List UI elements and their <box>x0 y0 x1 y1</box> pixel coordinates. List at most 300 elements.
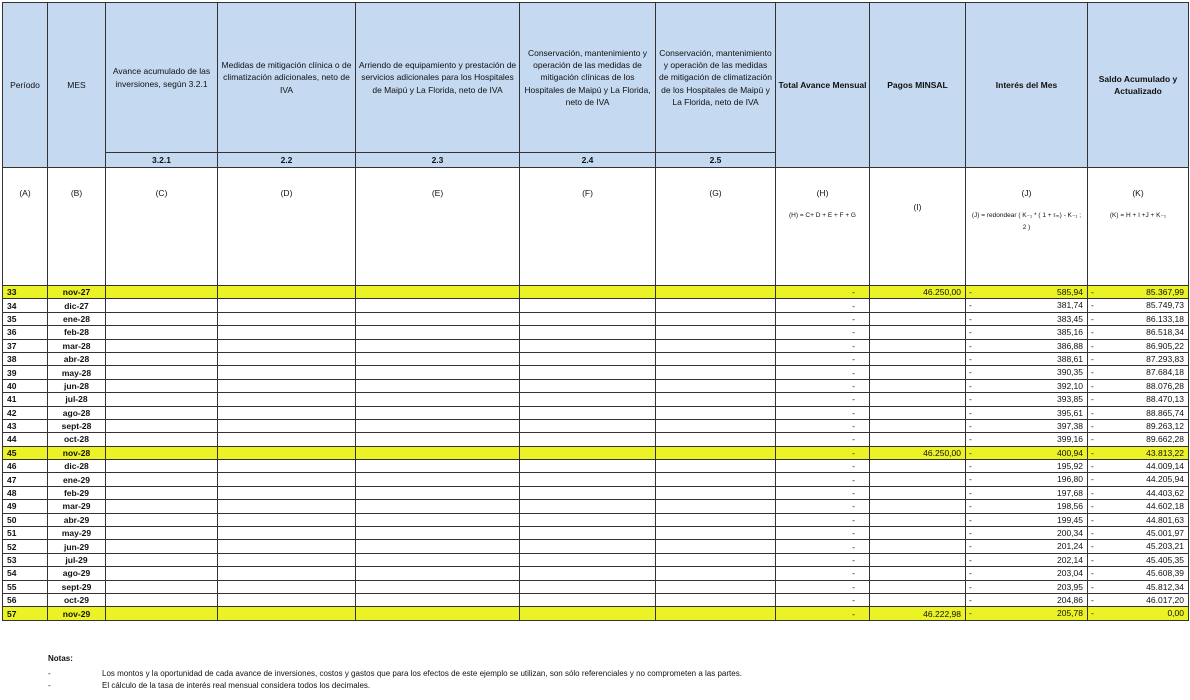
cell-f <box>520 540 656 553</box>
cell-mes: may-29 <box>48 527 106 540</box>
cell-value: 199,45 <box>1057 514 1083 525</box>
cell-d <box>218 593 356 606</box>
dash-marker: - <box>969 487 972 498</box>
cell-c <box>106 393 218 406</box>
cell-pagos-minsal <box>870 567 966 580</box>
cell-value: 203,95 <box>1057 581 1083 592</box>
letter-h: (H) <box>816 188 829 198</box>
cell-c <box>106 473 218 486</box>
cell-e <box>356 567 520 580</box>
cell-saldo <box>1088 446 1189 459</box>
table-row <box>3 553 1189 566</box>
cell-value: 385,16 <box>1057 327 1083 338</box>
table-row <box>3 580 1189 593</box>
cell-pagos-minsal <box>870 527 966 540</box>
cell-d <box>218 486 356 499</box>
cell-value: 585,94 <box>1057 287 1083 297</box>
cell-mes: oct-28 <box>48 433 106 446</box>
dash-marker: - <box>969 313 972 324</box>
dash-marker: - <box>1091 447 1094 458</box>
dash-marker: - <box>1091 434 1094 445</box>
cell-mes: abr-29 <box>48 513 106 526</box>
cell-g <box>656 446 776 459</box>
cell-saldo <box>1088 567 1189 580</box>
cell-periodo: 55 <box>3 580 48 593</box>
cell-g <box>656 527 776 540</box>
cell-interes <box>966 527 1088 540</box>
cell-pagos-minsal <box>870 593 966 606</box>
table-row <box>3 406 1189 419</box>
cell-total-avance: - <box>776 486 870 499</box>
cell-total-avance: - <box>776 299 870 312</box>
cell-pagos-minsal <box>870 580 966 593</box>
cell-e <box>356 540 520 553</box>
cell-pagos-minsal <box>870 540 966 553</box>
cell-pagos-minsal <box>870 299 966 312</box>
cell-d <box>218 379 356 392</box>
cell-pagos-minsal <box>870 406 966 419</box>
dash-marker: - <box>1091 394 1094 405</box>
cell-mes: nov-28 <box>48 446 106 459</box>
cell-total-avance: - <box>776 339 870 352</box>
cell-mes: feb-28 <box>48 326 106 339</box>
cell-value: 196,80 <box>1057 474 1083 485</box>
cell-e <box>356 486 520 499</box>
cell-total-avance: - <box>776 419 870 432</box>
cell-periodo: 54 <box>3 567 48 580</box>
cell-value: 45.001,97 <box>1146 528 1184 539</box>
cell-interes <box>966 419 1088 432</box>
cell-saldo <box>1088 299 1189 312</box>
cell-periodo: 42 <box>3 406 48 419</box>
cell-mes: jun-29 <box>48 540 106 553</box>
cell-mes: feb-29 <box>48 486 106 499</box>
cell-e <box>356 312 520 325</box>
cell-value: 383,45 <box>1057 313 1083 324</box>
table-row <box>3 366 1189 379</box>
cell-g <box>656 540 776 553</box>
cell-c <box>106 567 218 580</box>
cell-saldo <box>1088 593 1189 606</box>
cell-f <box>520 500 656 513</box>
cell-value: 87.684,18 <box>1146 367 1184 378</box>
cell-f <box>520 433 656 446</box>
cell-d <box>218 446 356 459</box>
cell-d <box>218 419 356 432</box>
cell-value: 200,34 <box>1057 528 1083 539</box>
cell-c <box>106 326 218 339</box>
dash-marker: - <box>1091 541 1094 552</box>
cell-g <box>656 473 776 486</box>
cell-total-avance: - <box>776 500 870 513</box>
table-row <box>3 486 1189 499</box>
dash-marker: - <box>969 461 972 472</box>
cell-e <box>356 607 520 620</box>
cell-interes <box>966 567 1088 580</box>
table-row <box>3 312 1189 325</box>
dash-marker: - <box>1091 367 1094 378</box>
cell-value: 44.009,14 <box>1146 461 1184 472</box>
cell-g <box>656 580 776 593</box>
cell-mes: ago-29 <box>48 567 106 580</box>
cell-periodo: 34 <box>3 299 48 312</box>
cell-value: 386,88 <box>1057 340 1083 351</box>
cell-e <box>356 352 520 365</box>
dash-marker: - <box>1091 581 1094 592</box>
cell-value: 44.205,94 <box>1146 474 1184 485</box>
cell-g <box>656 393 776 406</box>
cell-e <box>356 379 520 392</box>
cell-pagos-minsal <box>870 473 966 486</box>
cell-value: 86.518,34 <box>1146 327 1184 338</box>
cell-total-avance: - <box>776 379 870 392</box>
cell-e <box>356 299 520 312</box>
cell-interes <box>966 540 1088 553</box>
cell-saldo <box>1088 500 1189 513</box>
cell-periodo: 41 <box>3 393 48 406</box>
cell-f <box>520 393 656 406</box>
cell-c <box>106 580 218 593</box>
cell-d <box>218 580 356 593</box>
table-row <box>3 286 1189 299</box>
cell-value: 393,85 <box>1057 394 1083 405</box>
letter-k: (K) <box>1132 188 1144 198</box>
letter-row <box>3 168 1189 286</box>
cell-periodo: 49 <box>3 500 48 513</box>
letter-c: (C) <box>106 168 218 286</box>
cell-saldo <box>1088 433 1189 446</box>
cell-saldo <box>1088 473 1189 486</box>
cell-pagos-minsal <box>870 460 966 473</box>
letter-a: (A) <box>3 168 48 286</box>
cell-total-avance: - <box>776 326 870 339</box>
cell-interes <box>966 379 1088 392</box>
payment-schedule-table <box>2 2 1189 621</box>
dash-marker: - <box>969 608 972 619</box>
cell-value: 86.905,22 <box>1146 340 1184 351</box>
cell-interes <box>966 580 1088 593</box>
cell-interes <box>966 446 1088 459</box>
cell-periodo: 46 <box>3 460 48 473</box>
table-row <box>3 473 1189 486</box>
cell-periodo: 52 <box>3 540 48 553</box>
cell-g <box>656 567 776 580</box>
cell-pagos-minsal <box>870 339 966 352</box>
cell-interes <box>966 473 1088 486</box>
cell-value: 88.865,74 <box>1146 407 1184 418</box>
cell-saldo <box>1088 406 1189 419</box>
cell-periodo: 45 <box>3 446 48 459</box>
cell-mes: may-28 <box>48 366 106 379</box>
cell-c <box>106 312 218 325</box>
table-row <box>3 460 1189 473</box>
cell-value: 87.293,83 <box>1146 353 1184 364</box>
cell-g <box>656 419 776 432</box>
table-row <box>3 379 1189 392</box>
cell-value: 88.076,28 <box>1146 380 1184 391</box>
cell-c <box>106 339 218 352</box>
cell-pagos-minsal <box>870 326 966 339</box>
letter-g: (G) <box>656 168 776 286</box>
code-c: 3.2.1 <box>106 153 218 168</box>
cell-e <box>356 419 520 432</box>
cell-g <box>656 366 776 379</box>
cell-periodo: 50 <box>3 513 48 526</box>
cell-saldo <box>1088 339 1189 352</box>
cell-interes <box>966 553 1088 566</box>
cell-mes: dic-27 <box>48 299 106 312</box>
cell-f <box>520 607 656 620</box>
cell-f <box>520 406 656 419</box>
header-d: Medidas de mitigación clínica o de climatización adicionales, neto de IVA <box>218 3 356 153</box>
cell-d <box>218 460 356 473</box>
note-line <box>48 669 742 681</box>
cell-periodo: 53 <box>3 553 48 566</box>
cell-value: 85.367,99 <box>1146 287 1184 297</box>
cell-pagos-minsal: 46.222,98 <box>870 607 966 620</box>
code-f: 2.4 <box>520 153 656 168</box>
cell-f <box>520 339 656 352</box>
notes-title: Notas: <box>48 654 73 663</box>
cell-periodo: 35 <box>3 312 48 325</box>
cell-c <box>106 460 218 473</box>
cell-f <box>520 486 656 499</box>
note-text: Los montos y la oportunidad de cada avance de inversiones, costos y gastos que para los efectos de este ejemplo se utilizan, son sólo referenciales y no comprometen a las partes. <box>102 669 742 678</box>
table-row <box>3 500 1189 513</box>
cell-value: 392,10 <box>1057 380 1083 391</box>
cell-f <box>520 567 656 580</box>
cell-total-avance: - <box>776 393 870 406</box>
cell-pagos-minsal <box>870 312 966 325</box>
cell-d <box>218 567 356 580</box>
cell-value: 388,61 <box>1057 353 1083 364</box>
cell-f <box>520 580 656 593</box>
cell-value: 197,68 <box>1057 487 1083 498</box>
cell-total-avance: - <box>776 567 870 580</box>
cell-total-avance: - <box>776 460 870 473</box>
cell-periodo: 56 <box>3 593 48 606</box>
cell-mes: sept-29 <box>48 580 106 593</box>
cell-g <box>656 299 776 312</box>
cell-value: 0,00 <box>1167 608 1184 619</box>
cell-c <box>106 433 218 446</box>
dash-marker: - <box>1091 340 1094 351</box>
cell-d <box>218 553 356 566</box>
code-g: 2.5 <box>656 153 776 168</box>
dash-marker: - <box>969 528 972 539</box>
dash-marker: - <box>969 300 972 311</box>
cell-value: 202,14 <box>1057 554 1083 565</box>
cell-e <box>356 527 520 540</box>
cell-interes <box>966 406 1088 419</box>
cell-g <box>656 379 776 392</box>
cell-interes <box>966 433 1088 446</box>
cell-c <box>106 446 218 459</box>
cell-interes <box>966 286 1088 299</box>
table-row <box>3 607 1189 620</box>
letter-k-cell <box>1088 168 1189 286</box>
cell-pagos-minsal: 46.250,00 <box>870 286 966 299</box>
cell-g <box>656 513 776 526</box>
cell-e <box>356 513 520 526</box>
cell-saldo <box>1088 527 1189 540</box>
cell-f <box>520 419 656 432</box>
code-e: 2.3 <box>356 153 520 168</box>
table-row <box>3 339 1189 352</box>
cell-g <box>656 339 776 352</box>
header-e: Arriendo de equipamiento y prestación de servicios adicionales para los Hospitales de Maipú y La Florida, neto de IVA <box>356 3 520 153</box>
cell-g <box>656 460 776 473</box>
dash-marker: - <box>969 501 972 512</box>
cell-e <box>356 553 520 566</box>
cell-periodo: 47 <box>3 473 48 486</box>
dash-marker: - <box>969 594 972 605</box>
cell-total-avance: - <box>776 473 870 486</box>
dash-marker: - <box>969 353 972 364</box>
cell-periodo: 57 <box>3 607 48 620</box>
dash-marker: - <box>1091 528 1094 539</box>
header-c: Avance acumulado de las inversiones, según 3.2.1 <box>106 3 218 153</box>
cell-pagos-minsal: 46.250,00 <box>870 446 966 459</box>
cell-e <box>356 286 520 299</box>
header-g: Conservación, mantenimiento y operación de las medidas de mitigación de climatización de los Hospitales de Maipú y La Florida, neto de IVA <box>656 3 776 153</box>
note-text: El cálculo de la tasa de interés real mensual considera todos los decimales. <box>102 681 371 690</box>
letter-j-cell <box>966 168 1088 286</box>
cell-g <box>656 500 776 513</box>
dash-marker: - <box>969 407 972 418</box>
cell-pagos-minsal <box>870 500 966 513</box>
cell-e <box>356 473 520 486</box>
dash-marker: - <box>1091 420 1094 431</box>
cell-value: 89.662,28 <box>1146 434 1184 445</box>
table-row <box>3 433 1189 446</box>
cell-d <box>218 513 356 526</box>
table-row <box>3 299 1189 312</box>
cell-interes <box>966 486 1088 499</box>
cell-interes <box>966 393 1088 406</box>
cell-saldo <box>1088 460 1189 473</box>
cell-g <box>656 607 776 620</box>
dash-marker: - <box>969 394 972 405</box>
table-row <box>3 593 1189 606</box>
cell-total-avance: - <box>776 580 870 593</box>
cell-d <box>218 312 356 325</box>
cell-value: 195,92 <box>1057 461 1083 472</box>
cell-c <box>106 379 218 392</box>
cell-f <box>520 379 656 392</box>
cell-saldo <box>1088 419 1189 432</box>
cell-d <box>218 339 356 352</box>
dash-marker: - <box>1091 608 1094 619</box>
table-row <box>3 446 1189 459</box>
cell-interes <box>966 607 1088 620</box>
cell-total-avance: - <box>776 312 870 325</box>
cell-c <box>106 527 218 540</box>
table-row <box>3 513 1189 526</box>
table-row <box>3 567 1189 580</box>
table-row <box>3 326 1189 339</box>
cell-mes: nov-27 <box>48 286 106 299</box>
cell-total-avance: - <box>776 286 870 299</box>
cell-e <box>356 446 520 459</box>
cell-pagos-minsal <box>870 513 966 526</box>
cell-g <box>656 593 776 606</box>
cell-value: 86.133,18 <box>1146 313 1184 324</box>
cell-f <box>520 593 656 606</box>
dash-marker: - <box>1091 353 1094 364</box>
dash-marker: - <box>969 380 972 391</box>
header-h: Total Avance Mensual <box>776 3 870 168</box>
cell-c <box>106 406 218 419</box>
letter-d: (D) <box>218 168 356 286</box>
cell-value: 198,56 <box>1057 501 1083 512</box>
cell-c <box>106 486 218 499</box>
header-i: Pagos MINSAL <box>870 3 966 168</box>
header-row <box>3 3 1189 153</box>
cell-saldo <box>1088 553 1189 566</box>
table-row <box>3 540 1189 553</box>
cell-total-avance: - <box>776 433 870 446</box>
cell-c <box>106 286 218 299</box>
cell-saldo <box>1088 286 1189 299</box>
letter-f: (F) <box>520 168 656 286</box>
cell-mes: abr-28 <box>48 352 106 365</box>
dash-marker: - <box>969 581 972 592</box>
cell-total-avance: - <box>776 553 870 566</box>
cell-f <box>520 473 656 486</box>
dash-marker: - <box>1091 313 1094 324</box>
cell-periodo: 48 <box>3 486 48 499</box>
cell-interes <box>966 352 1088 365</box>
cell-interes <box>966 312 1088 325</box>
cell-mes: dic-28 <box>48 460 106 473</box>
cell-d <box>218 352 356 365</box>
cell-interes <box>966 500 1088 513</box>
cell-c <box>106 593 218 606</box>
cell-f <box>520 312 656 325</box>
cell-pagos-minsal <box>870 352 966 365</box>
cell-saldo <box>1088 312 1189 325</box>
cell-total-avance: - <box>776 593 870 606</box>
cell-saldo <box>1088 607 1189 620</box>
cell-mes: oct-29 <box>48 593 106 606</box>
cell-pagos-minsal <box>870 433 966 446</box>
cell-periodo: 44 <box>3 433 48 446</box>
cell-d <box>218 527 356 540</box>
cell-value: 44.403,62 <box>1146 487 1184 498</box>
cell-periodo: 40 <box>3 379 48 392</box>
cell-g <box>656 433 776 446</box>
cell-e <box>356 339 520 352</box>
cell-d <box>218 607 356 620</box>
table-row <box>3 419 1189 432</box>
dash-marker: - <box>969 474 972 485</box>
cell-mes: nov-29 <box>48 607 106 620</box>
letter-b: (B) <box>48 168 106 286</box>
cell-total-avance: - <box>776 446 870 459</box>
cell-saldo <box>1088 326 1189 339</box>
cell-saldo <box>1088 540 1189 553</box>
cell-e <box>356 393 520 406</box>
cell-d <box>218 433 356 446</box>
cell-g <box>656 326 776 339</box>
cell-saldo <box>1088 580 1189 593</box>
code-d: 2.2 <box>218 153 356 168</box>
cell-value: 89.263,12 <box>1146 420 1184 431</box>
cell-mes: jul-28 <box>48 393 106 406</box>
dash-marker: - <box>1091 300 1094 311</box>
cell-e <box>356 433 520 446</box>
